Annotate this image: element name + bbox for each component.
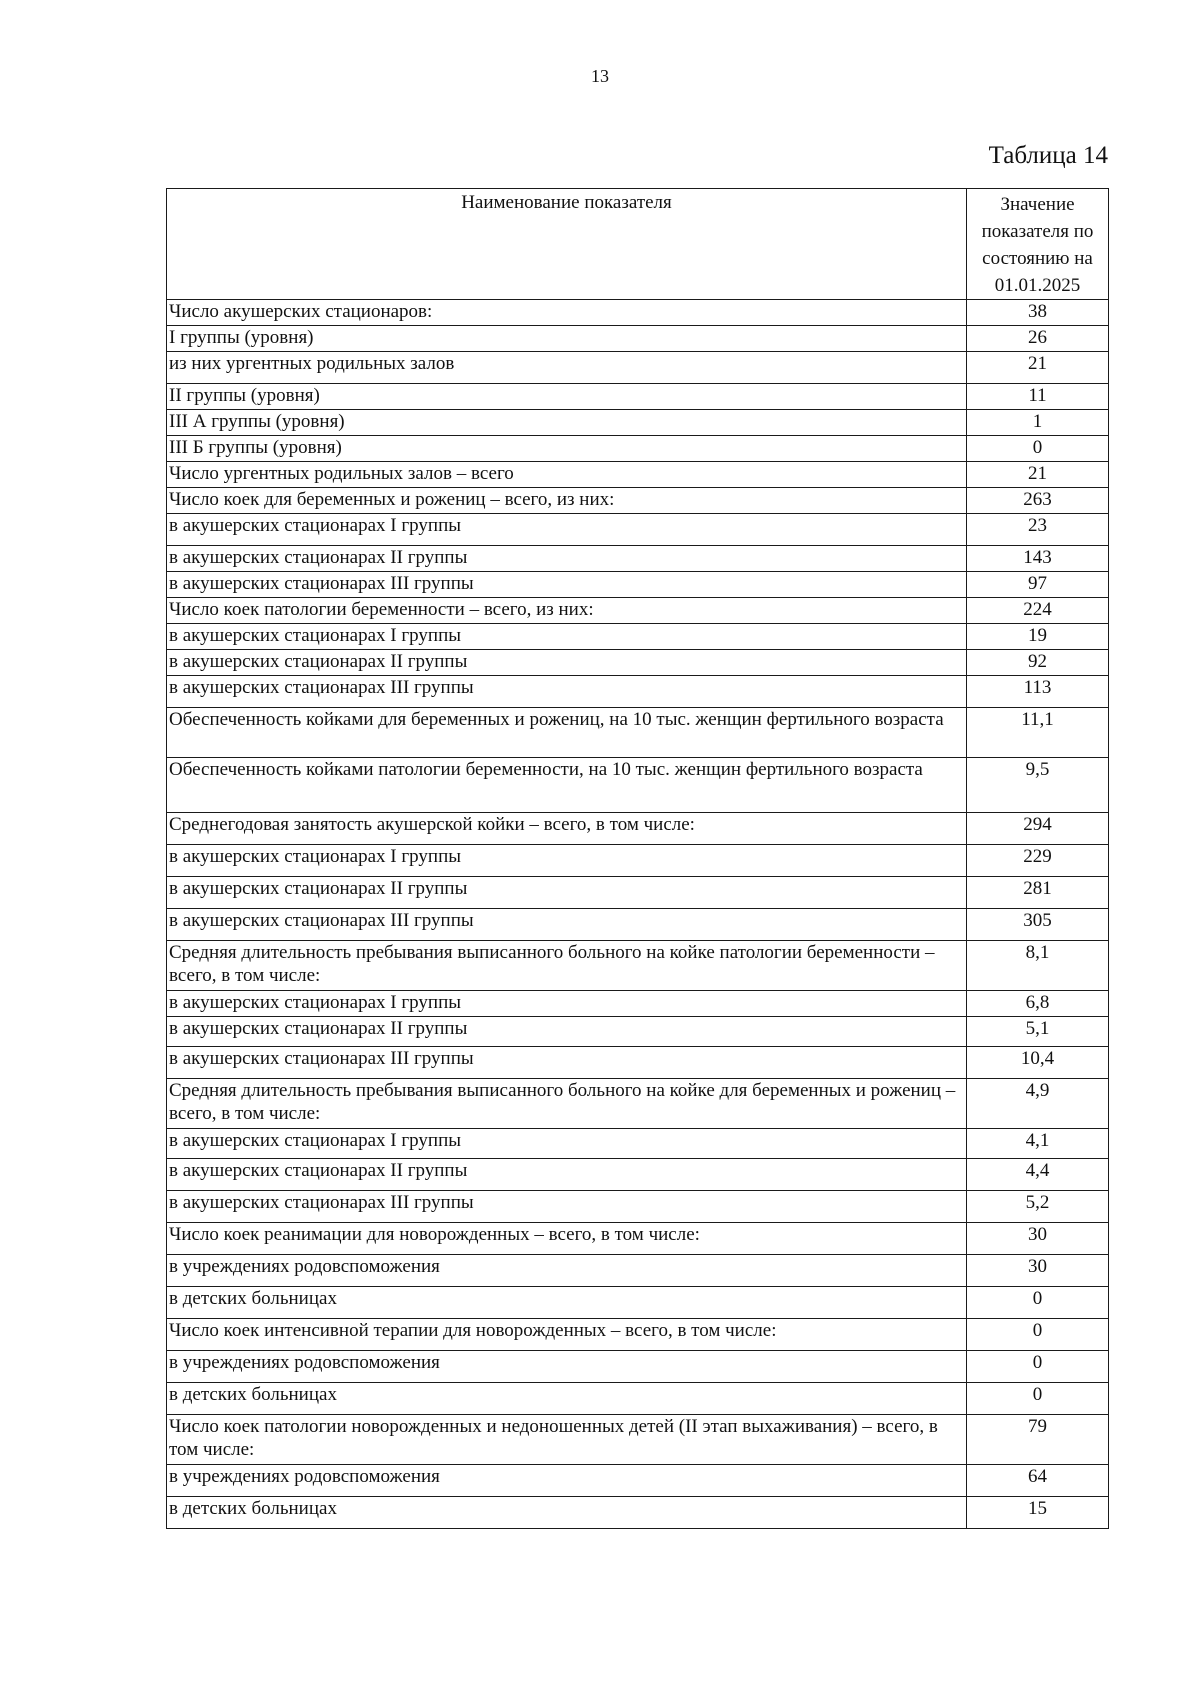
table-row	[167, 462, 1109, 488]
table-row	[167, 1383, 1109, 1415]
indicator-value: 10,4	[967, 1047, 1109, 1079]
indicator-name: в учреждениях родовспоможения	[167, 1255, 967, 1287]
table-row	[167, 941, 1109, 991]
column-header-value: Значение показателя по состоянию на 01.01.2025	[967, 189, 1109, 300]
indicator-name: в акушерских стационарах III группы	[167, 1047, 967, 1079]
indicator-name: в акушерских стационарах I группы	[167, 991, 967, 1017]
indicator-name: в детских больницах	[167, 1383, 967, 1415]
table-row	[167, 1191, 1109, 1223]
indicator-value: 0	[967, 1383, 1109, 1415]
indicator-name: III А группы (уровня)	[167, 410, 967, 436]
table-caption: Таблица 14	[988, 142, 1108, 169]
indicator-value: 8,1	[967, 941, 1109, 991]
indicator-name: I группы (уровня)	[167, 326, 967, 352]
indicator-value: 30	[967, 1255, 1109, 1287]
table-row	[167, 991, 1109, 1017]
indicator-value: 26	[967, 326, 1109, 352]
indicator-name: в акушерских стационарах II группы	[167, 546, 967, 572]
indicator-name: в учреждениях родовспоможения	[167, 1351, 967, 1383]
table-row	[167, 1047, 1109, 1079]
indicator-name: в учреждениях родовспоможения	[167, 1465, 967, 1497]
indicator-name: II группы (уровня)	[167, 384, 967, 410]
indicator-value: 281	[967, 877, 1109, 909]
indicator-value: 0	[967, 1319, 1109, 1351]
indicator-name: Число коек интенсивной терапии для новорожденных – всего, в том числе:	[167, 1319, 967, 1351]
table-row	[167, 1497, 1109, 1529]
indicator-name: Обеспеченность койками патологии беременности, на 10 тыс. женщин фертильного возраста	[167, 758, 967, 813]
table-row	[167, 598, 1109, 624]
indicator-name: в акушерских стационарах II группы	[167, 650, 967, 676]
indicator-name: Число коек реанимации для новорожденных – всего, в том числе:	[167, 1223, 967, 1255]
indicator-value: 224	[967, 598, 1109, 624]
indicator-value: 11	[967, 384, 1109, 410]
indicator-name: Число ургентных родильных залов – всего	[167, 462, 967, 488]
indicator-value: 92	[967, 650, 1109, 676]
indicator-name: Средняя длительность пребывания выписанного больного на койке патологии беременности – всего, в том числе:	[167, 941, 967, 991]
indicator-name: Число коек патологии новорожденных и недоношенных детей (II этап выхаживания) – всего, в том числе:	[167, 1415, 967, 1465]
indicator-value: 38	[967, 300, 1109, 326]
indicator-value: 5,1	[967, 1017, 1109, 1047]
indicator-value: 263	[967, 488, 1109, 514]
indicator-name: в акушерских стационарах III группы	[167, 572, 967, 598]
table-row	[167, 1079, 1109, 1129]
table-row	[167, 384, 1109, 410]
indicator-value: 294	[967, 813, 1109, 845]
indicator-value: 4,4	[967, 1159, 1109, 1191]
table-row	[167, 650, 1109, 676]
table-row	[167, 845, 1109, 877]
indicator-name: Обеспеченность койками для беременных и рожениц, на 10 тыс. женщин фертильного возраста	[167, 708, 967, 758]
indicator-name: в акушерских стационарах I группы	[167, 514, 967, 546]
indicator-name: из них ургентных родильных залов	[167, 352, 967, 384]
indicator-name: в акушерских стационарах I группы	[167, 624, 967, 650]
indicator-value: 113	[967, 676, 1109, 708]
indicator-value: 23	[967, 514, 1109, 546]
indicator-value: 97	[967, 572, 1109, 598]
table-row	[167, 624, 1109, 650]
table-row	[167, 352, 1109, 384]
indicator-name: Число коек для беременных и рожениц – всего, из них:	[167, 488, 967, 514]
table-row	[167, 813, 1109, 845]
indicator-name: в детских больницах	[167, 1497, 967, 1529]
table-row	[167, 1159, 1109, 1191]
indicator-value: 21	[967, 352, 1109, 384]
indicator-value: 21	[967, 462, 1109, 488]
indicator-name: в детских больницах	[167, 1287, 967, 1319]
table-row	[167, 1017, 1109, 1047]
table-row	[167, 758, 1109, 813]
table-row	[167, 436, 1109, 462]
table-row	[167, 1255, 1109, 1287]
indicator-value: 9,5	[967, 758, 1109, 813]
indicator-value: 4,1	[967, 1129, 1109, 1159]
table-row	[167, 410, 1109, 436]
table-row	[167, 300, 1109, 326]
indicator-value: 15	[967, 1497, 1109, 1529]
table-row	[167, 1319, 1109, 1351]
indicator-value: 5,2	[967, 1191, 1109, 1223]
indicator-value: 64	[967, 1465, 1109, 1497]
table-row	[167, 909, 1109, 941]
indicator-value: 0	[967, 1351, 1109, 1383]
indicator-name: в акушерских стационарах I группы	[167, 1129, 967, 1159]
indicators-table	[166, 188, 1109, 1529]
indicator-value: 0	[967, 1287, 1109, 1319]
indicator-value: 229	[967, 845, 1109, 877]
indicator-value: 305	[967, 909, 1109, 941]
table-row	[167, 1223, 1109, 1255]
table-row	[167, 676, 1109, 708]
indicator-value: 143	[967, 546, 1109, 572]
indicator-value: 11,1	[967, 708, 1109, 758]
column-header-name: Наименование показателя	[167, 189, 967, 300]
table-row	[167, 877, 1109, 909]
indicator-name: Средняя длительность пребывания выписанного больного на койке для беременных и рожениц – всего, в том числе:	[167, 1079, 967, 1129]
page-number: 13	[591, 66, 609, 86]
table-row	[167, 1351, 1109, 1383]
indicator-name: в акушерских стационарах I группы	[167, 845, 967, 877]
table-row	[167, 1415, 1109, 1465]
indicator-name: в акушерских стационарах II группы	[167, 877, 967, 909]
table-row	[167, 1465, 1109, 1497]
indicator-name: III Б группы (уровня)	[167, 436, 967, 462]
indicator-value: 0	[967, 436, 1109, 462]
indicator-value: 1	[967, 410, 1109, 436]
table-row	[167, 514, 1109, 546]
indicator-name: в акушерских стационарах III группы	[167, 1191, 967, 1223]
indicator-value: 19	[967, 624, 1109, 650]
indicator-name: Среднегодовая занятость акушерской койки – всего, в том числе:	[167, 813, 967, 845]
indicator-name: Число акушерских стационаров:	[167, 300, 967, 326]
indicator-value: 30	[967, 1223, 1109, 1255]
table-row	[167, 572, 1109, 598]
indicator-name: в акушерских стационарах III группы	[167, 909, 967, 941]
table-row	[167, 488, 1109, 514]
indicator-name: в акушерских стационарах III группы	[167, 676, 967, 708]
table-header-row	[167, 189, 1109, 300]
indicator-value: 4,9	[967, 1079, 1109, 1129]
indicator-value: 6,8	[967, 991, 1109, 1017]
indicator-name: в акушерских стационарах II группы	[167, 1159, 967, 1191]
table-row	[167, 546, 1109, 572]
table-row	[167, 326, 1109, 352]
table-row	[167, 1129, 1109, 1159]
table-row	[167, 708, 1109, 758]
table-row	[167, 1287, 1109, 1319]
indicator-name: в акушерских стационарах II группы	[167, 1017, 967, 1047]
indicator-name: Число коек патологии беременности – всего, из них:	[167, 598, 967, 624]
indicator-value: 79	[967, 1415, 1109, 1465]
